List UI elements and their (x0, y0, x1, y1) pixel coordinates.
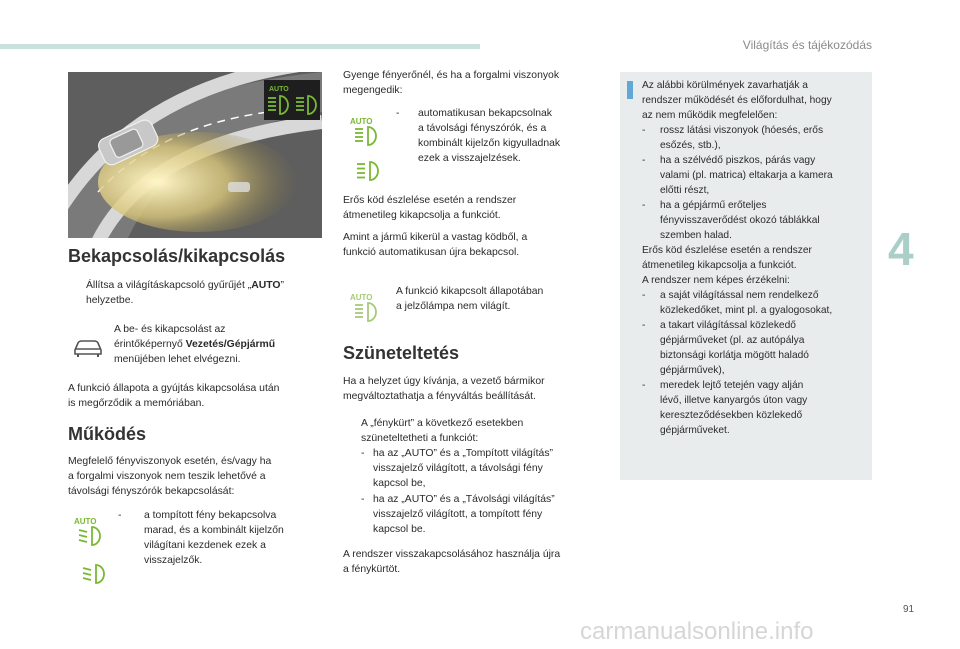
text: A rendszer visszakapcsolásához használja újra (343, 549, 561, 560)
text: funkció automatikusan újra bekapcsol. (343, 247, 520, 258)
text: automatikusan bekapcsolnak (418, 108, 553, 119)
text: átmenetileg kikapcsolja a funkciót. (343, 210, 501, 221)
dash: - (642, 125, 646, 136)
auto-high-beam-icon (350, 116, 384, 146)
text: ha az „AUTO” és a „Távolsági világítás” (373, 494, 555, 505)
info-item-slopes (642, 378, 870, 438)
dash: - (642, 200, 646, 211)
auto-low-beam-icon (74, 516, 108, 546)
info-item-pedestrians (642, 288, 870, 318)
dash: - (361, 448, 365, 459)
dash: - (361, 494, 365, 505)
text: is megőrződik a memóriában. (68, 398, 205, 409)
text: a saját világítással nem rendelkező (660, 290, 819, 301)
paragraph-fog (343, 193, 608, 223)
text: biztonsági korlátja mögött haladó (660, 350, 809, 361)
text: megváltoztathatja a fényváltás beállítását. (343, 391, 536, 402)
info-icon (627, 81, 633, 99)
text: kapcsol be. (373, 524, 426, 535)
info-item-reflective-signs (642, 198, 870, 243)
section-title: Világítás és tájékozódás (742, 38, 872, 52)
text: meredek lejtő tetején vagy alján (660, 380, 804, 391)
text: gépjárműveket. (660, 425, 730, 436)
text: érintőképernyő (114, 339, 186, 350)
text: Amint a jármű kikerül a vastag ködből, a (343, 232, 528, 243)
off-note (396, 284, 606, 314)
paragraph-driver-change (343, 374, 608, 404)
text: ezek a visszajelzések. (418, 153, 521, 164)
text: kapcsol be, (373, 478, 426, 489)
dash: - (118, 510, 122, 521)
icon-label: AUTO (350, 293, 373, 302)
dash: - (642, 380, 646, 391)
text: visszajelző világított, a tompított fény (373, 509, 543, 520)
text: Erős köd észlelése esetén a rendszer (343, 195, 517, 206)
text: ha a gépjármű erőteljes (660, 200, 767, 211)
info-box-text (642, 78, 870, 438)
dashboard-indicator-panel (264, 80, 320, 120)
text: esőzés, stb.), (660, 140, 721, 151)
text: a fénykürtöt. (343, 564, 401, 575)
text: Az alábbi körülmények zavarhatják a (642, 80, 808, 91)
heading-szuneteltetes: Szüneteltetés (343, 343, 460, 363)
heading-bekapcsolas: Bekapcsolás/kikapcsolás (68, 246, 286, 266)
icon-label: AUTO (74, 517, 97, 526)
text: rendszer működését és előfordulhat, hogy (642, 95, 832, 106)
text: átmenetileg kikapcsolja a funkciót. (642, 260, 797, 271)
text: megengedik: (343, 85, 403, 96)
text: A funkció állapota a gyújtás kikapcsolása után (68, 383, 280, 394)
text: A rendszer nem képes érzékelni: (642, 275, 790, 286)
road-illustration (68, 72, 322, 238)
top-accent-bar (0, 44, 480, 49)
text-bold: AUTO (251, 280, 281, 291)
text: előtti részt, (660, 185, 710, 196)
paragraph-mukodes (68, 454, 328, 499)
text: ha a szélvédő piszkos, párás vagy (660, 155, 816, 166)
text: szemben halad. (660, 230, 732, 241)
text: közlekedőket, mint pl. a gyalogosokat, (660, 305, 833, 316)
text: visszajelző világított, a távolsági fény (373, 463, 543, 474)
watermark: carmanualsonline.info (580, 618, 814, 645)
text: a jelzőlámpa nem világít. (396, 301, 511, 312)
svg-text:AUTO: AUTO (269, 86, 289, 93)
heading-mukodes: Működés (68, 424, 147, 444)
paragraph-weak-light (343, 68, 608, 98)
text: kereszteződésekben közlekedő (660, 410, 803, 421)
text: a takart világítással közlekedő (660, 320, 796, 331)
text: a tompított fény bekapcsolva (144, 510, 277, 521)
dash: - (396, 108, 400, 119)
text: valami (pl. matrica) eltakarja a kamera (660, 170, 833, 181)
auto-off-icon (350, 292, 384, 322)
text: A „fénykürt” a következő esetekben (361, 418, 524, 429)
car-note (114, 322, 324, 367)
text: Megfelelő fényviszonyok esetén, és/vagy ha (68, 456, 272, 467)
text: a forgalmi viszonyok nem teszik lehetővé a (68, 471, 266, 482)
text: ha az „AUTO” és a „Tompított világítás” (373, 448, 553, 459)
text: Állítsa a világításkapcsoló gyűrűjét „ (86, 280, 252, 291)
high-beam-icon (354, 160, 384, 182)
text: menüjében lehet elvégezni. (114, 354, 241, 365)
dash: - (642, 320, 646, 331)
text: A be- és kikapcsolást az (114, 324, 226, 335)
paragraph-fog-exit (343, 230, 608, 260)
page-number: 91 (903, 604, 915, 615)
text-bold: Vezetés/Gépjármű (185, 339, 276, 350)
text: az nem működik megfelelően: (642, 110, 778, 121)
dash: - (642, 155, 646, 166)
text: Gyenge fényerőnél, és ha a forgalmi viszonyok (343, 70, 560, 81)
text: ” (280, 280, 284, 291)
icon-label: AUTO (350, 117, 373, 126)
paragraph-reactivate (343, 547, 608, 577)
info-item-visibility (642, 123, 870, 153)
text: gépjárművek), (660, 365, 725, 376)
info-item-windscreen (642, 153, 870, 198)
text: gépjárműveket (pl. az autópálya (660, 335, 805, 346)
text: kombinált kijelzőn kigyulladnak (418, 138, 561, 149)
text: lévő, illetve kanyargós úton vagy (660, 395, 808, 406)
text: világítani kezdenek ezek a (144, 540, 266, 551)
text: a távolsági fényszórók, és a (418, 123, 547, 134)
chapter-number: 4 (888, 223, 914, 275)
text: rossz látási viszonyok (hóesés, erős (660, 125, 824, 136)
text: A funkció kikapcsolt állapotában (396, 286, 544, 297)
text: fényvisszaverődést okozó táblákkal (660, 215, 820, 226)
text: távolsági fényszórók bekapcsolását: (68, 486, 235, 497)
text: visszajelzők. (144, 555, 203, 566)
text: szüneteltetheti a funkciót: (361, 433, 479, 444)
text: Ha a helyzet úgy kívánja, a vezető bármikor (343, 376, 545, 387)
car-icon (72, 336, 104, 358)
text: Erős köd észlelése esetén a rendszer (642, 245, 812, 256)
info-item-hidden-vehicles (642, 318, 870, 378)
low-beam-icon (80, 563, 110, 585)
text: helyzetbe. (86, 295, 134, 306)
dash: - (642, 290, 646, 301)
paragraph-memory (68, 381, 328, 411)
text: marad, és a kombinált kijelzőn (144, 525, 284, 536)
